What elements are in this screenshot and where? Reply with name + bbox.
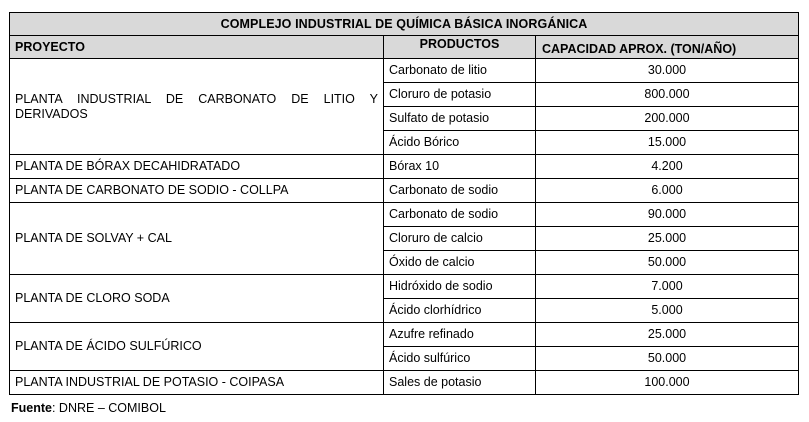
source-label: Fuente: [11, 401, 52, 415]
product-name: Carbonato de sodio: [384, 179, 536, 203]
table-title: COMPLEJO INDUSTRIAL DE QUÍMICA BÁSICA INORGÁNICA: [10, 13, 799, 36]
source-text: : DNRE – COMIBOL: [51, 401, 166, 415]
project-name: PLANTA DE BÓRAX DECAHIDRATADO: [10, 155, 384, 179]
capacity-value: 4.200: [536, 155, 799, 179]
table-row: [10, 203, 799, 227]
capacity-value: 100.000: [536, 371, 799, 395]
source-note: [11, 401, 166, 415]
capacity-value: 25.000: [536, 323, 799, 347]
table-row: [10, 59, 799, 83]
capacity-value: 25.000: [536, 227, 799, 251]
product-name: Carbonato de litio: [384, 59, 536, 83]
capacity-value: 200.000: [536, 107, 799, 131]
capacity-value: 5.000: [536, 299, 799, 323]
project-name: PLANTA DE CLORO SODA: [10, 275, 384, 323]
product-name: Cloruro de potasio: [384, 83, 536, 107]
header-capacidad: CAPACIDAD APROX. (TON/AÑO): [536, 36, 799, 59]
capacity-value: 7.000: [536, 275, 799, 299]
product-name: Cloruro de calcio: [384, 227, 536, 251]
table-row: [10, 323, 799, 347]
product-name: Hidróxido de sodio: [384, 275, 536, 299]
product-name: Bórax 10: [384, 155, 536, 179]
industrial-complex-table: [9, 12, 799, 395]
table-row: [10, 275, 799, 299]
header-proyecto: PROYECTO: [10, 36, 384, 59]
product-name: Ácido clorhídrico: [384, 299, 536, 323]
capacity-value: 30.000: [536, 59, 799, 83]
project-name: PLANTA DE CARBONATO DE SODIO - COLLPA: [10, 179, 384, 203]
header-productos: PRODUCTOS: [384, 36, 536, 59]
table-row: [10, 155, 799, 179]
project-name: PLANTA INDUSTRIAL DE POTASIO - COIPASA: [10, 371, 384, 395]
table-body: [10, 59, 799, 395]
project-name: PLANTA DE ÁCIDO SULFÚRICO: [10, 323, 384, 371]
product-name: Azufre refinado: [384, 323, 536, 347]
project-name: PLANTA INDUSTRIAL DE CARBONATO DE LITIO Y DERIVADOS: [10, 59, 384, 155]
product-name: Sulfato de potasio: [384, 107, 536, 131]
product-name: Carbonato de sodio: [384, 203, 536, 227]
table-row: [10, 371, 799, 395]
capacity-value: 6.000: [536, 179, 799, 203]
project-name: PLANTA DE SOLVAY + CAL: [10, 203, 384, 275]
product-name: Sales de potasio: [384, 371, 536, 395]
product-name: Ácido Bórico: [384, 131, 536, 155]
capacity-value: 15.000: [536, 131, 799, 155]
capacity-value: 50.000: [536, 347, 799, 371]
capacity-value: 800.000: [536, 83, 799, 107]
product-name: Óxido de calcio: [384, 251, 536, 275]
product-name: Ácido sulfúrico: [384, 347, 536, 371]
capacity-value: 90.000: [536, 203, 799, 227]
table-row: [10, 179, 799, 203]
capacity-value: 50.000: [536, 251, 799, 275]
